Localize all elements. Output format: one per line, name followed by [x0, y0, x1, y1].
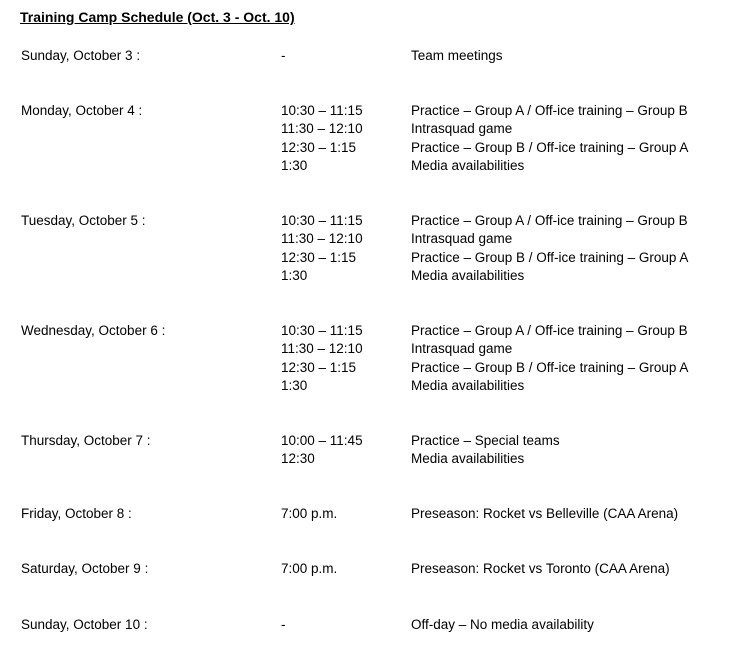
event-cell: Practice – Group B / Off-ice training – Group A — [411, 139, 689, 155]
event-cell: Practice – Group A / Off-ice training – Group B — [411, 213, 688, 228]
event-cell: Intrasquad game — [411, 121, 513, 137]
schedule-title: Training Camp Schedule (Oct. 3 - Oct. 10) — [20, 9, 295, 25]
event-cell: Media availabilities — [411, 157, 525, 173]
event-column — [411, 212, 688, 285]
event-cell: Media availabilities — [411, 267, 525, 283]
time-cell: 12:30 – 1:15 — [281, 139, 357, 155]
day-label: Friday, October 8 : — [21, 506, 132, 521]
time-column — [281, 47, 286, 65]
time-cell: 10:30 – 11:15 — [281, 213, 363, 228]
event-cell: Intrasquad game — [411, 341, 513, 357]
event-cell: Preseason: Rocket vs Toronto (CAA Arena) — [411, 561, 670, 576]
event-column — [411, 432, 560, 469]
time-column — [281, 322, 363, 395]
time-column — [281, 212, 363, 285]
event-cell: Practice – Group A / Off-ice training – Group B — [411, 323, 688, 338]
day-label: Thursday, October 7 : — [21, 433, 151, 448]
event-cell: Practice – Group A / Off-ice training – Group B — [411, 103, 688, 118]
time-cell: 7:00 p.m. — [281, 506, 338, 521]
time-cell: 1:30 — [281, 157, 308, 173]
day-label: Tuesday, October 5 : — [21, 213, 146, 228]
event-cell: Media availabilities — [411, 451, 525, 467]
day-label: Sunday, October 3 : — [21, 48, 141, 63]
day-label: Wednesday, October 6 : — [21, 323, 166, 338]
event-cell: Media availabilities — [411, 377, 525, 393]
event-cell: Practice – Group B / Off-ice training – Group A — [411, 249, 689, 265]
time-column — [281, 616, 286, 634]
day-label: Sunday, October 10 : — [21, 617, 148, 632]
event-column — [411, 102, 688, 175]
time-cell: 12:30 — [281, 451, 315, 467]
day-label: Monday, October 4 : — [21, 103, 143, 118]
time-column — [281, 505, 337, 523]
time-cell: 10:00 – 11:45 — [281, 433, 363, 448]
event-column — [411, 505, 678, 523]
event-cell: Team meetings — [411, 48, 503, 63]
day-label: Saturday, October 9 : — [21, 561, 149, 576]
event-column — [411, 47, 503, 65]
time-column — [281, 102, 363, 175]
time-column — [281, 560, 337, 578]
time-cell: 12:30 – 1:15 — [281, 359, 357, 375]
time-cell: 12:30 – 1:15 — [281, 249, 357, 265]
time-cell: 1:30 — [281, 377, 308, 393]
event-cell: Off-day – No media availability — [411, 617, 594, 632]
time-cell: - — [281, 617, 286, 632]
time-cell: 10:30 – 11:15 — [281, 323, 363, 338]
event-column — [411, 322, 688, 395]
event-cell: Preseason: Rocket vs Belleville (CAA Arena) — [411, 506, 679, 521]
event-cell: Practice – Group B / Off-ice training – Group A — [411, 359, 689, 375]
time-column — [281, 432, 363, 469]
time-cell: 11:30 – 12:10 — [281, 231, 363, 247]
time-cell: 11:30 – 12:10 — [281, 121, 363, 137]
time-cell: 1:30 — [281, 267, 308, 283]
event-column — [411, 616, 594, 634]
event-cell: Intrasquad game — [411, 231, 513, 247]
event-cell: Practice – Special teams — [411, 433, 560, 448]
time-cell: 10:30 – 11:15 — [281, 103, 363, 118]
time-cell: 7:00 p.m. — [281, 561, 338, 576]
event-column — [411, 560, 670, 578]
time-cell: 11:30 – 12:10 — [281, 341, 363, 357]
time-cell: - — [281, 48, 286, 63]
